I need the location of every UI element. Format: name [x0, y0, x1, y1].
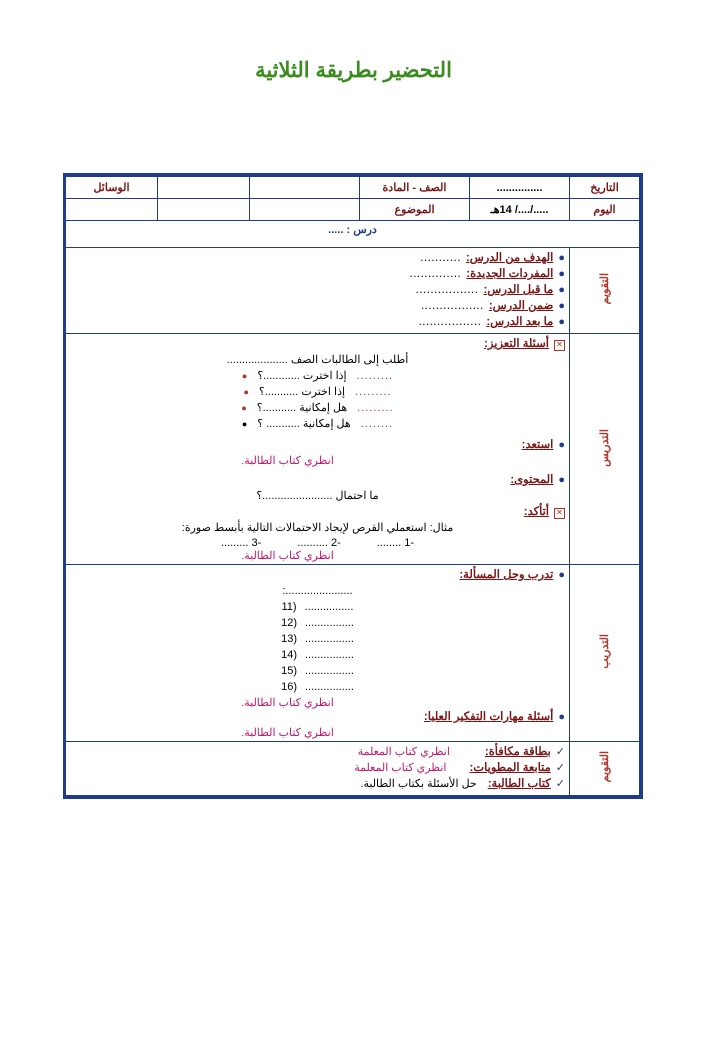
bullet-dot-icon: ●	[241, 403, 247, 413]
solve-line	[70, 568, 565, 583]
question-dots: .........	[357, 402, 394, 414]
bullet-dot-icon: ●	[558, 268, 565, 280]
lesson-plan-table	[65, 176, 640, 796]
content-line	[70, 473, 565, 488]
example-item: -2 ..........	[297, 537, 341, 549]
practice-item-number: (16	[281, 681, 298, 693]
day-label: اليوم	[570, 199, 640, 221]
solve-dots-line	[70, 584, 565, 599]
bullet-dot-icon: ●	[558, 316, 565, 328]
topic-label: الموضوع	[360, 199, 470, 221]
question-dots: ........	[360, 418, 394, 430]
bullet-dot-icon: ●	[241, 419, 248, 429]
table-row-teaching	[66, 334, 640, 565]
confirm-line	[70, 505, 565, 520]
practice-item-dots: ................	[305, 617, 354, 629]
practice-item	[70, 680, 565, 695]
content-label: المحتوى:	[510, 474, 554, 486]
square-bullet-icon: ✕	[554, 508, 565, 519]
square-bullet-icon: ✕	[554, 340, 565, 351]
higher-thinking-reference: انظري كتاب الطالبة.	[241, 727, 334, 739]
objective-dots: ..............	[409, 268, 462, 280]
practice-item-dots: ................	[305, 649, 354, 661]
practice-item-number: (11	[281, 601, 297, 613]
table-row-evaluation	[66, 742, 640, 796]
day-value: ...../..../ 14هـ	[470, 199, 570, 221]
objective-label: المفردات الجديدة:	[466, 268, 554, 280]
practice-item-dots: ................	[304, 601, 354, 613]
practice-item-dots: ................	[305, 633, 354, 645]
practice-item	[70, 616, 565, 631]
higher-thinking-line	[70, 710, 565, 725]
example-reference: انظري كتاب الطالبة.	[241, 550, 334, 562]
evaluation-item	[70, 777, 565, 792]
objective-line	[70, 251, 565, 266]
lesson-title: درس : .....	[66, 221, 640, 248]
page-title: التحضير بطريقة الثلاثية	[255, 59, 452, 82]
practice-item-dots: ................	[305, 681, 354, 693]
objective-dots: .................	[415, 284, 479, 296]
practice-item-number: (15	[281, 665, 298, 677]
evaluation-reference: انظري كتاب المعلمة	[357, 746, 450, 758]
table-row-header-1	[66, 177, 640, 199]
evaluation-item	[70, 745, 565, 760]
question-text: إذا اخترت ............؟	[257, 370, 347, 382]
table-row-practice	[66, 565, 640, 742]
practice-item	[70, 664, 565, 679]
objective-dots: .................	[418, 316, 482, 328]
question-item	[70, 417, 565, 432]
date-label: التاريخ	[570, 177, 640, 199]
evaluation-label: متابعة المطويات:	[469, 762, 551, 774]
question-item	[70, 401, 565, 416]
question-item	[70, 369, 565, 384]
objective-label: الهدف من الدرس:	[465, 252, 554, 264]
solve-dots: ......................:	[282, 585, 353, 597]
bullet-dot-icon: ●	[558, 439, 565, 451]
practice-item-number: (14	[281, 649, 298, 661]
example-item: -3 .........	[220, 537, 262, 549]
objective-label: ضمن الدرس:	[488, 300, 554, 312]
practice-reference: انظري كتاب الطالبة.	[241, 697, 334, 709]
document-page	[0, 58, 707, 1058]
confirm-label: أتأكد:	[523, 506, 549, 518]
practice-item-dots: ................	[305, 665, 354, 677]
question-dots: .........	[355, 386, 392, 398]
objective-label: ما قبل الدرس:	[483, 284, 554, 296]
date-value: ...............	[470, 177, 570, 199]
bullet-dot-icon: ●	[558, 474, 565, 486]
side-label-text: التدريب	[599, 634, 611, 669]
practice-item-number: (13	[281, 633, 298, 645]
practice-item	[70, 632, 565, 647]
tools-value	[66, 199, 158, 221]
side-label-text: التدريس	[599, 428, 611, 467]
blank-cell-2	[158, 199, 250, 221]
objective-dots: ...........	[420, 252, 461, 264]
ask-text: أطلب إلى الطالبات الصف ....................	[226, 354, 409, 366]
table-row-header-2	[66, 199, 640, 221]
objective-line	[70, 283, 565, 298]
objective-dots: .................	[420, 300, 484, 312]
bullet-dot-icon: ●	[558, 252, 565, 264]
teaching-cell	[66, 334, 570, 565]
check-icon: ✓	[555, 762, 565, 774]
side-label-teaching	[570, 334, 640, 565]
evaluation-cell	[66, 742, 570, 796]
content-text-line	[70, 489, 565, 504]
solve-label: تدرب وحل المسألة:	[459, 569, 554, 581]
tools-label: الوسائل	[66, 177, 158, 199]
evaluation-label: بطاقة مكافأة:	[484, 746, 551, 758]
subject-value	[250, 177, 360, 199]
prepare-label: استعد:	[521, 439, 554, 451]
check-icon: ✓	[555, 746, 565, 758]
question-text: هل إمكانية ........... ؟	[257, 418, 351, 430]
table-row-lesson	[66, 221, 640, 248]
objective-line	[70, 299, 565, 314]
question-item	[70, 385, 565, 400]
side-label-evaluation	[570, 742, 640, 796]
side-label-evaluation-top	[570, 248, 640, 334]
evaluation-item	[70, 761, 565, 776]
bullet-dot-icon: ●	[558, 711, 565, 723]
practice-item	[70, 648, 565, 663]
bullet-dot-icon: ●	[243, 387, 249, 397]
practice-item	[70, 600, 565, 615]
example-line	[70, 521, 565, 536]
objective-label: ما بعد الدرس:	[486, 316, 554, 328]
prepare-line	[70, 438, 565, 453]
side-label-practice	[570, 565, 640, 742]
objectives-cell	[66, 248, 570, 334]
bullet-dot-icon: ●	[558, 300, 565, 312]
objective-line	[70, 267, 565, 282]
side-label-text: التقويم	[599, 273, 611, 305]
objective-line	[70, 315, 565, 330]
practice-item-number: (12	[281, 617, 298, 629]
question-text: هل إمكانية ...........؟	[256, 402, 348, 414]
higher-thinking-label: أسئلة مهارات التفكير العليا:	[423, 711, 554, 723]
blank-cell-1	[158, 177, 250, 199]
side-label-text: التقويم	[599, 751, 611, 783]
example-item: -1 ........	[376, 537, 415, 549]
topic-value	[250, 199, 360, 221]
example-text: مثال: استعملي القرص لإيجاد الاحتمالات التالية بأبسط صورة:	[181, 522, 454, 534]
example-items	[70, 537, 565, 549]
table-row-objectives	[66, 248, 640, 334]
evaluation-reference: حل الأسئلة بكتاب الطالبة.	[360, 778, 477, 790]
lesson-plan-frame	[63, 173, 643, 799]
ask-line	[70, 353, 565, 368]
bullet-dot-icon: ●	[558, 569, 565, 581]
content-text: ما احتمال .......................؟	[256, 490, 379, 502]
reinforcement-label: أسئلة التعزيز:	[484, 338, 549, 350]
check-icon: ✓	[555, 778, 565, 790]
bullet-dot-icon: ●	[241, 371, 248, 381]
subject-label: الصف - المادة	[360, 177, 470, 199]
question-dots: .........	[356, 370, 394, 382]
prepare-reference: انظري كتاب الطالبة.	[241, 455, 334, 467]
evaluation-label: كتاب الطالبة:	[487, 778, 551, 790]
reinforcement-line	[70, 337, 565, 352]
evaluation-reference: انظري كتاب المعلمة	[354, 762, 447, 774]
bullet-dot-icon: ●	[558, 284, 565, 296]
question-text: إذا اخترت ...........؟	[258, 386, 346, 398]
practice-cell	[66, 565, 570, 742]
